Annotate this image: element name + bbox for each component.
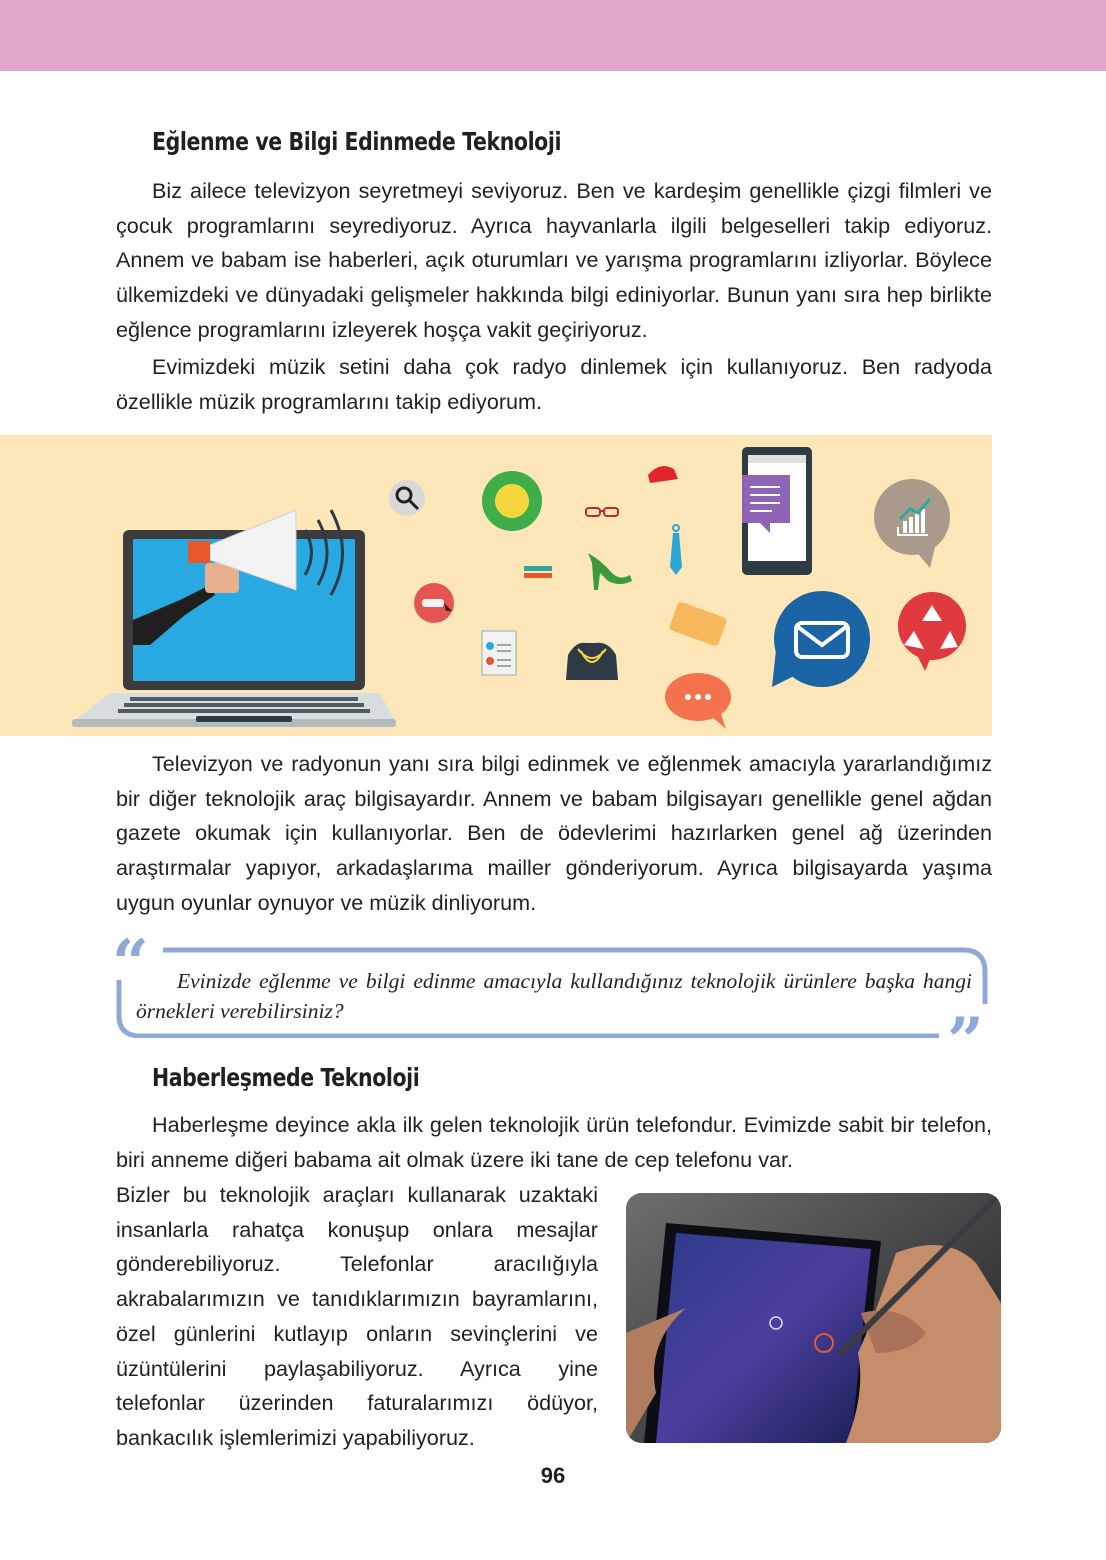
phone-device-icon (644, 1223, 881, 1443)
header-band (0, 0, 1106, 71)
necklace-icon (566, 643, 618, 680)
illustration-graphic (0, 435, 992, 736)
wallet-icon (668, 601, 727, 647)
cap-icon (648, 466, 678, 483)
paragraph-television: Biz ailece televizyon seyretmeyi seviyoruz. Ben ve kardeşim genellikle çizgi filmleri ve çocuk programlarını seyrediyoruz. Ayrıca hayvanlarla ilgili belgeselleri takip ediyoruz. Annem ve babam ise haberleri, açık oturumları ve yarışma programlarını izliyorlar. Böylece ülkemizdeki ve dünyadaki gelişmeler hakkında bilgi ediniyorlar. Bunun yanı sıra hep birlikte eğlence programlarını izleyerek hoşça vakit geçiriyoruz. (116, 178, 992, 342)
glasses-icon (586, 508, 618, 516)
section-heading-communication: Haberleşmede Teknoloji (152, 1063, 420, 1092)
books-icon (524, 566, 552, 578)
paragraph-computer: Televizyon ve radyonun yanı sıra bilgi edinmek ve eğlenmek amacıyla yararlandığımız bir diğer teknolojik araç bilgisayardır. Annem ve babam bilgisayarı genellikle genel ağdan gazete okumak için kullanıyorlar. Ben de ödevlerimi hazırlarken genel ağ üzerinden araştırmalar yapıyor, arkadaşlarıma mailler gönderiyorum. Ayrıca bilgisayarda yaşıma uygun oyunlar oynuyor ve müzik dinliyorum. (116, 751, 992, 915)
smartphone-photo (626, 1193, 1001, 1443)
shoe-icon (588, 553, 632, 590)
chart-icon (874, 479, 950, 568)
paragraph-radio: Evimizdeki müzik setini daha çok radyo dinlemek için kullanıyoruz. Ben radyoda özellikle müzik programlarını takip ediyorum. (116, 354, 992, 414)
search-icon (389, 480, 425, 516)
document-icon (482, 631, 516, 675)
tie-icon (670, 525, 682, 575)
chat-icon (665, 673, 731, 729)
mail-icon (772, 591, 870, 687)
technology-illustration (0, 435, 992, 736)
recycle-icon (898, 592, 966, 671)
open-quote-mark: “ (112, 926, 149, 1001)
cursor-icon (414, 583, 454, 623)
section-heading-entertainment: Eğlenme ve Bilgi Edinmede Teknoloji (152, 127, 562, 156)
question-text: Evinizde eğlenme ve bilgi edinme amacıyla kullandığınız teknolojik ürünlere başka hangi örnekleri verebilirsiniz? (136, 969, 972, 1023)
page-number: 96 (540, 1463, 566, 1488)
coin-icon (482, 471, 542, 531)
paragraph-telephone: Haberleşme deyince akla ilk gelen teknolojik ürün telefondur. Evimizde sabit bir telefon, biri anneme diğeri babama ait olmak üzere iki tane de cep telefonu var. (116, 1112, 992, 1172)
smartphone-icon (742, 447, 812, 575)
paragraph-phone-usage: Bizler bu teknolojik araçları kullanarak uzaktaki insanlarla rahatça konuşup onlara mesajlar gönderebiliyoruz. Telefonlar aracılığıyla akrabalarımızın ve tanıdıklarımızın bayramlarını, özel günlerini kutlayıp onların sevinçlerini ve üzüntülerini paylaşabiliyoruz. Ayrıca yine telefonlar üzerinden faturalarımızı ödüyor, bankacılık işlemlerimizi yapabiliyoruz. (116, 1182, 598, 1450)
close-quote-mark: ” (947, 1004, 984, 1079)
smartphone-photo-graphic (626, 1193, 1001, 1443)
